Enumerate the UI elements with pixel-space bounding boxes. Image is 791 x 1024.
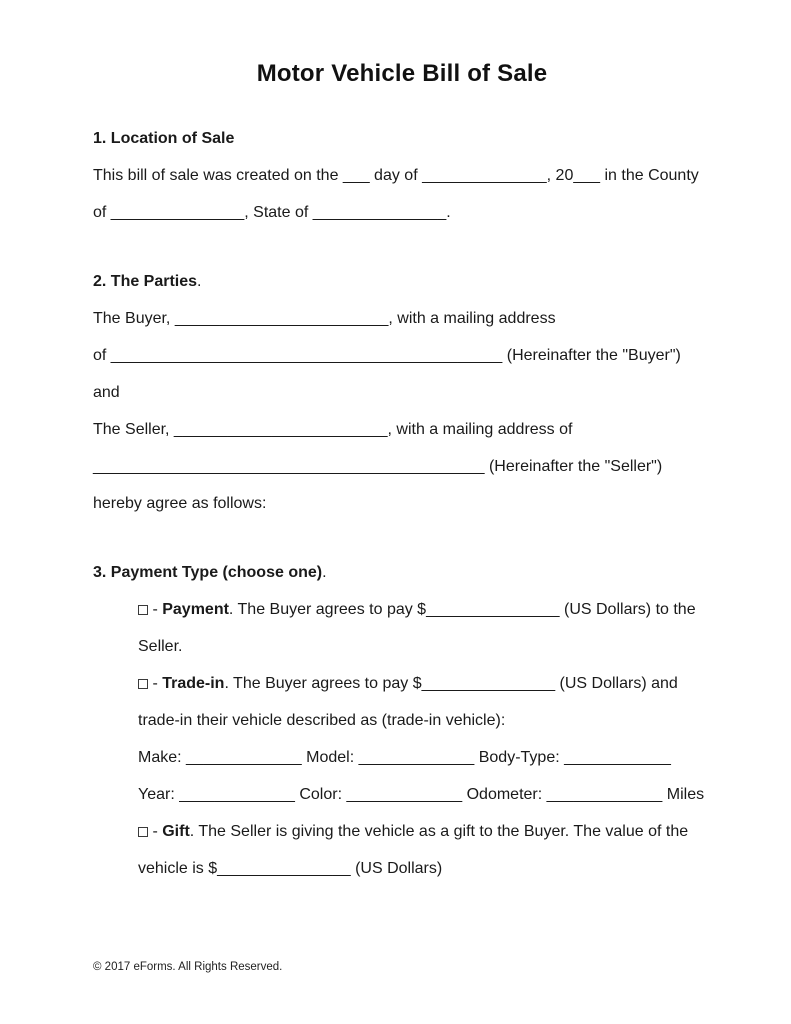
gift-checkbox[interactable] bbox=[138, 827, 148, 837]
tradein-checkbox[interactable] bbox=[138, 679, 148, 689]
gift-option-continuation: vehicle is $_______________ (US Dollars) bbox=[138, 860, 443, 877]
payment-option-label: Payment bbox=[162, 601, 229, 618]
gift-option-label: Gift bbox=[162, 823, 190, 840]
tradein-vehicle-year-color-line: Year: _____________ Color: _____________ Odometer: _____________ Miles bbox=[138, 786, 705, 803]
tradein-option-label: Trade-in bbox=[162, 675, 225, 692]
section-the-parties bbox=[93, 263, 711, 522]
payment-checkbox[interactable] bbox=[138, 605, 148, 615]
tradein-vehicle-make-model-line: Make: _____________ Model: _____________ Body-Type: ____________ bbox=[138, 749, 671, 766]
seller-address-line: ____________________________________________ (Hereinafter the "Seller") bbox=[93, 458, 663, 475]
buyer-name-line: The Buyer, ________________________, with a mailing address bbox=[93, 310, 556, 327]
gift-option-text: . The Seller is giving the vehicle as a gift to the Buyer. The value of the bbox=[189, 823, 689, 840]
seller-name-line: The Seller, ________________________, with a mailing address of bbox=[93, 421, 573, 438]
and-line: and bbox=[93, 384, 120, 401]
payment-option-text: . The Buyer agrees to pay $_______________ (US Dollars) to the bbox=[228, 601, 696, 618]
tradein-separator: - bbox=[148, 675, 163, 692]
gift-option-line bbox=[138, 813, 711, 850]
section3-heading-period: . bbox=[322, 564, 327, 581]
section-payment-type bbox=[93, 554, 711, 887]
copyright-notice: © 2017 eForms. All Rights Reserved. bbox=[93, 961, 283, 973]
tradein-option-continuation: trade-in their vehicle described as (trade-in vehicle): bbox=[138, 712, 506, 729]
section3-heading bbox=[93, 554, 711, 591]
section1-heading: 1. Location of Sale bbox=[93, 130, 235, 147]
agreement-closing-line: hereby agree as follows: bbox=[93, 495, 267, 512]
section1-county-state-line: of _______________, State of _______________. bbox=[93, 204, 451, 221]
section3-heading-text: 3. Payment Type (choose one) bbox=[93, 564, 323, 581]
payment-option-line bbox=[138, 591, 711, 628]
payment-option-continuation: Seller. bbox=[138, 638, 183, 655]
tradein-option-text: . The Buyer agrees to pay $_______________ (US Dollars) and bbox=[224, 675, 678, 692]
document-title: Motor Vehicle Bill of Sale bbox=[256, 60, 548, 87]
buyer-address-line: of ____________________________________________ (Hereinafter the "Buyer") bbox=[93, 347, 681, 364]
section1-date-line: This bill of sale was created on the ___ day of ______________, 20___ in the County bbox=[93, 167, 699, 184]
gift-separator: - bbox=[148, 823, 163, 840]
payment-separator: - bbox=[148, 601, 163, 618]
section2-heading-text: 2. The Parties bbox=[93, 273, 198, 290]
section-location-of-sale bbox=[93, 120, 711, 231]
section2-heading-period: . bbox=[197, 273, 202, 290]
tradein-option-line bbox=[138, 665, 711, 702]
section2-heading bbox=[93, 263, 711, 300]
